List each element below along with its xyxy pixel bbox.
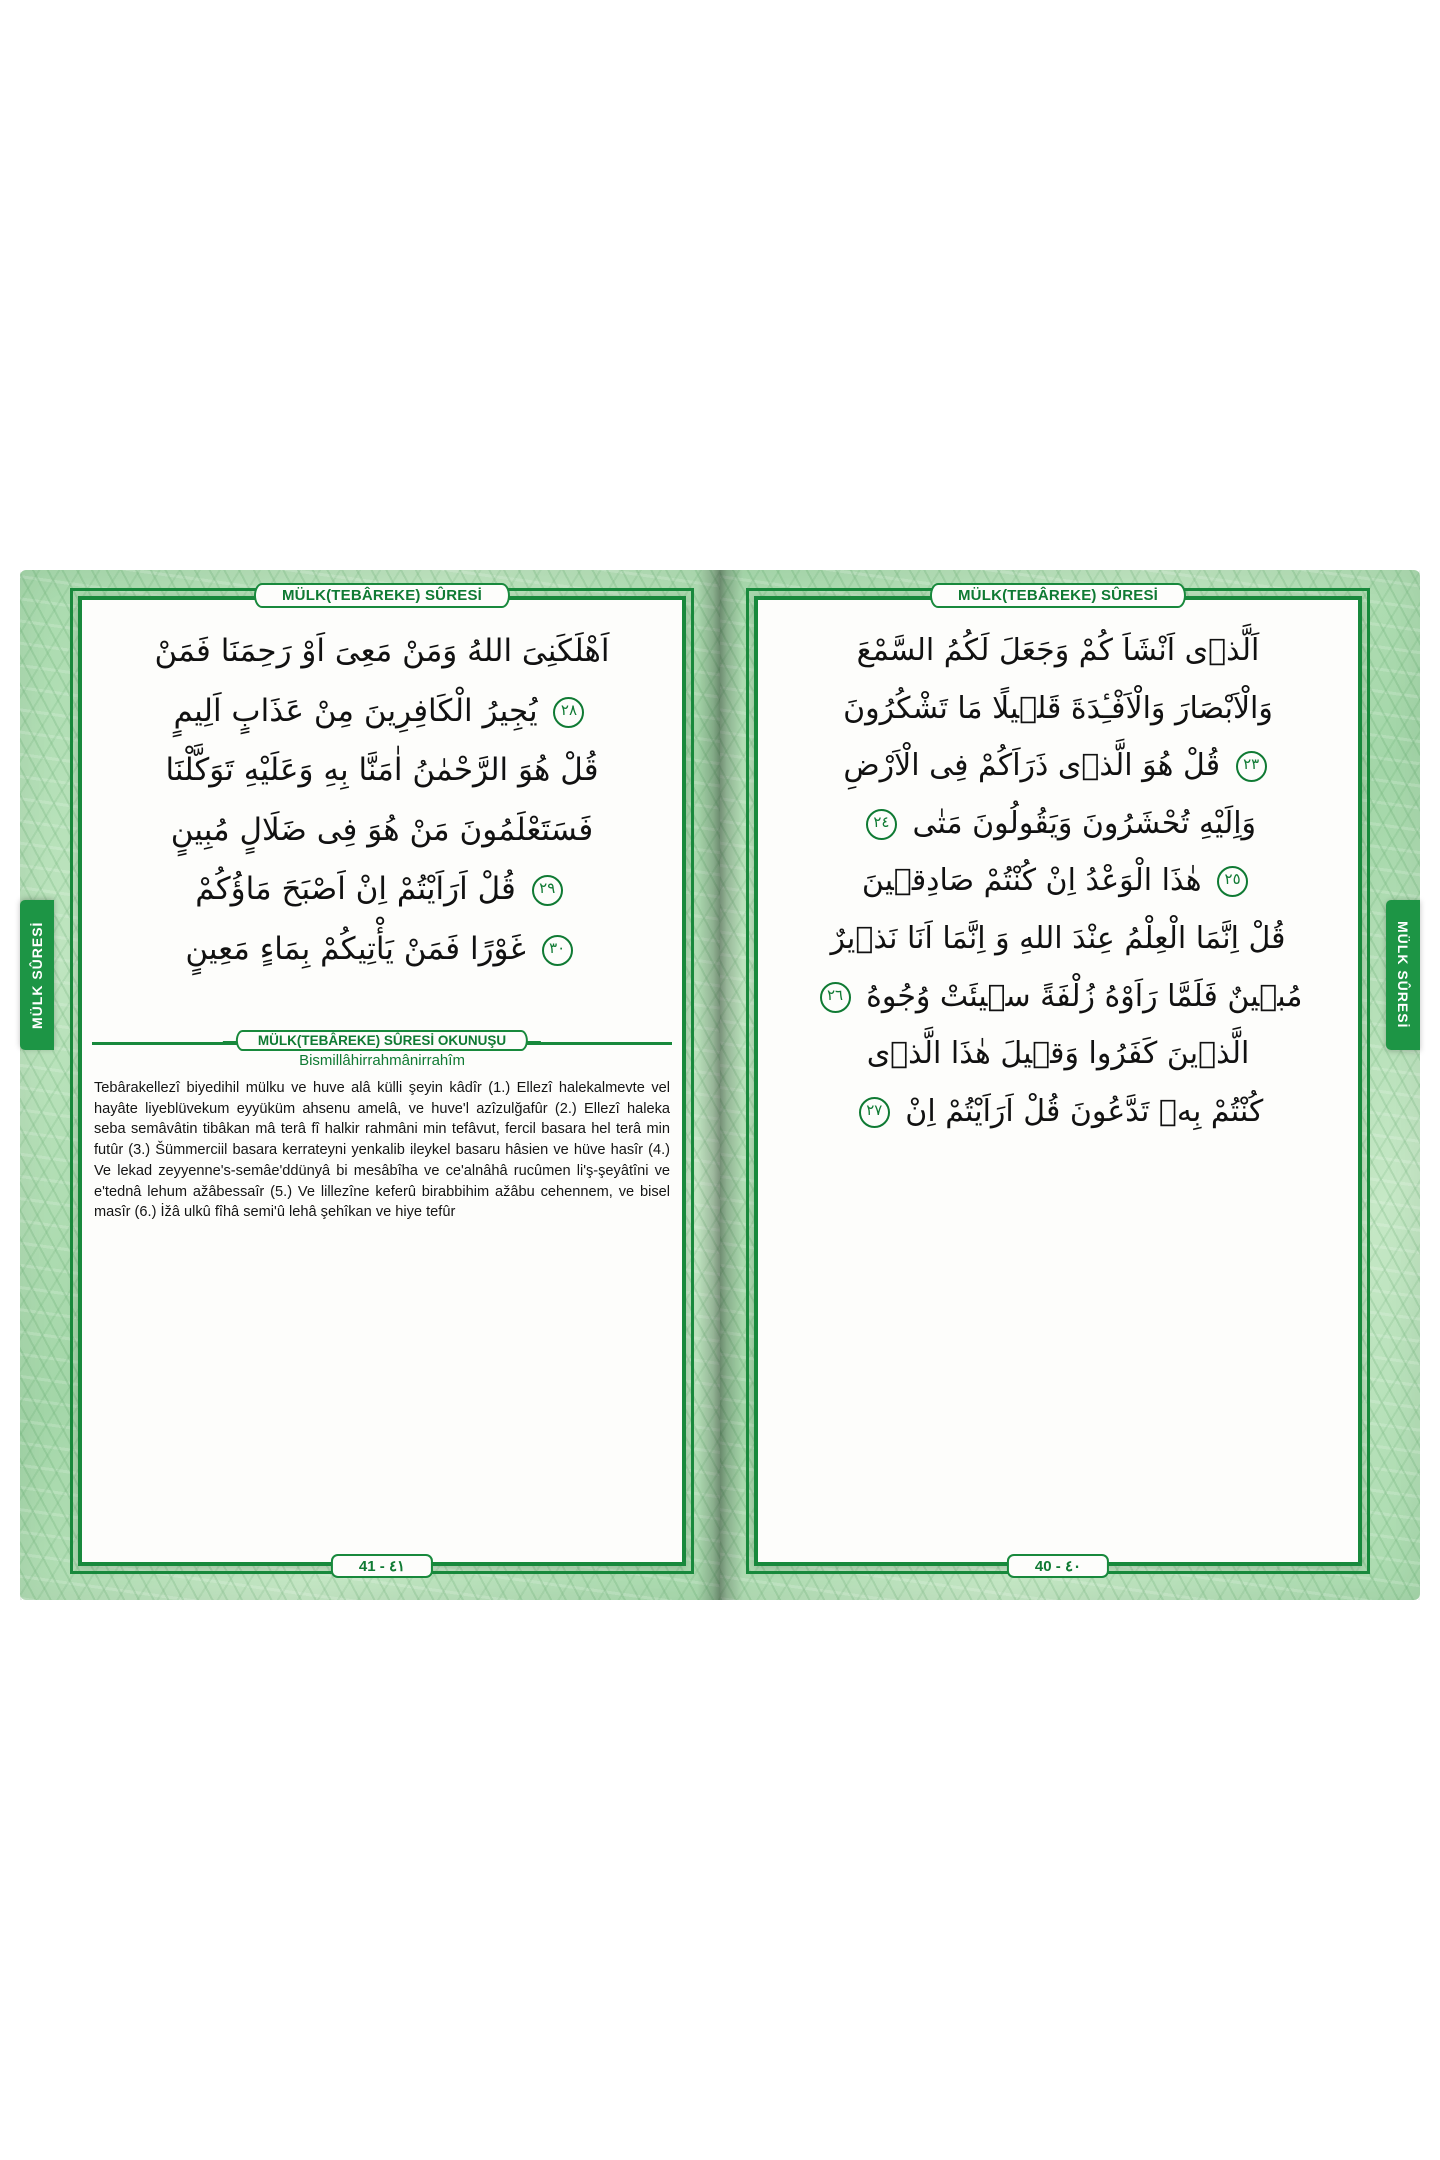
arabic-line-text: وَاِلَيْهِ تُحْشَرُونَ وَيَقُولُونَ مَتٰى (912, 805, 1257, 841)
arabic-line-text: غَوْرًا فَمَنْ يَأْتِيكُمْ بِمَاءٍ مَعِينٍ (185, 930, 526, 967)
arabic-line (772, 680, 1344, 738)
transliteration-header: MÜLK(TEBÂREKE) SÛRESİ OKUNUŞU (236, 1030, 528, 1051)
arabic-line-text: قُلْ هُوَ الرَّحْمٰنُ اٰمَنَّا بِهِ وَعَلَيْهِ تَوَكَّلْنَا (165, 752, 599, 789)
right-page-sura-header: MÜLK(TEBÂREKE) SÛRESİ (930, 583, 1186, 608)
right-page (720, 570, 1420, 1600)
arabic-line (772, 910, 1344, 968)
right-page-arabic-body (772, 622, 1344, 1140)
arabic-line-text: قُلْ هُوَ الَّذٖى ذَرَاَكُمْ فِى الْاَرْضِ (843, 748, 1221, 784)
arabic-line (772, 737, 1344, 795)
left-page (20, 570, 720, 1600)
arabic-line (96, 801, 668, 861)
arabic-line-text: قُلْ اِنَّمَا الْعِلْمُ عِنْدَ اللهِ وَ اِنَّمَا اَنَا نَذٖيرٌ (830, 920, 1286, 956)
side-tab-left (20, 900, 54, 1050)
arabic-line-text: الَّذٖينَ كَفَرُوا وَقٖيلَ هٰذَا الَّذٖى (866, 1036, 1250, 1072)
side-tab-right-label: MÜLK SÛRESİ (1395, 921, 1411, 1029)
side-tab-right (1386, 900, 1420, 1050)
arabic-line (772, 852, 1344, 910)
transliteration-paragraph: Tebârakellezî biyedihil mülku ve huve alâ külli şeyin kâdîr (1.) Ellezî halekalmevte vel hayâte liyeblüvekum eyyüküm ahsenu amelâ, ve huve'l azîzulğafûr (2.) Ellezî haleka seba semâvâtin tibâkan mâ terâ fî halkir rahmâni min tefâvut, fercil basara hel terâ min futûr (3.) Šümmerciil basara kerrateyni yenkalib ileykel basaru hâsien ve hüve hasîr (4.) Ve lekad zeyyenne's-semâe'ddünyâ bi mesâbîha ve ce'alnâhâ rucûmen li'ş-şeyâtîni ve e'tednâ lehum ažâbessaîr (5.) Ve lillezîne keferû birabbihim ažâbu cehennem, ve bisel masîr (6.) İžâ ulkû fîhâ semi'û lehâ şehîkan ve hiye tefûr (94, 1080, 670, 1221)
arabic-line (96, 682, 668, 742)
arabic-line-text: قُلْ اَرَاَيْتُمْ اِنْ اَصْبَحَ مَاؤُكُمْ (195, 871, 516, 908)
ayah-marker: ٢٩ (532, 875, 563, 906)
ayah-marker: ٢٧ (859, 1097, 890, 1128)
arabic-line (772, 1025, 1344, 1083)
arabic-line (96, 920, 668, 980)
arabic-line (772, 1083, 1344, 1141)
arabic-line-text: فَسَتَعْلَمُونَ مَنْ هُوَ فِى ضَلَالٍ مُبِينٍ (170, 811, 594, 848)
arabic-line (772, 622, 1344, 680)
arabic-line-text: اَهْلَكَنِىَ اللهُ وَمَنْ مَعِىَ اَوْ رَحِمَنَا فَمَنْ (154, 633, 610, 669)
right-page-number: 40 - ٤٠ (1007, 1554, 1109, 1578)
left-page-arabic-body (96, 622, 668, 979)
arabic-line (96, 860, 668, 920)
left-page-text-frame (78, 587, 686, 1575)
arabic-line-text: هٰذَا الْوَعْدُ اِنْ كُنْتُمْ صَادِقٖينَ (861, 863, 1202, 899)
arabic-line-text: مُبٖينٌ فَلَمَّا رَاَوْهُ زُلْفَةً سٖيئَتْ وُجُوهُ (866, 978, 1303, 1014)
ayah-marker: ٢٦ (820, 982, 851, 1013)
arabic-line (96, 622, 668, 682)
arabic-line (96, 741, 668, 801)
book-spread-photo (20, 570, 1420, 1600)
arabic-line-text: يُجِيرُ الْكَافِرِينَ مِنْ عَذَابٍ اَلِيمٍ (173, 692, 538, 729)
ayah-marker: ٢٨ (553, 697, 584, 728)
arabic-line (772, 795, 1344, 853)
ayah-marker: ٢٣ (1236, 751, 1267, 782)
open-book (20, 570, 1420, 1600)
left-page-number: 41 - ٤١ (331, 1554, 433, 1578)
basmala-line: Bismillâhirrahmânirrahîm (299, 1052, 465, 1069)
ayah-marker: ٣٠ (542, 935, 573, 966)
arabic-line (772, 968, 1344, 1026)
ayah-marker: ٢٤ (866, 809, 897, 840)
side-tab-left-label: MÜLK SÛRESİ (29, 921, 45, 1029)
arabic-line-text: اَلَّذٖى اَنْشَاَ كُمْ وَجَعَلَ لَكُمُ السَّمْعَ (856, 633, 1260, 668)
arabic-line-text: وَالْاَبْصَارَ وَالْاَفْـِٔدَةَ قَلٖيلًا مَا تَشْكُرُونَ (843, 690, 1273, 726)
right-page-text-frame (754, 587, 1362, 1575)
ayah-marker: ٢٥ (1217, 866, 1248, 897)
left-page-sura-header: MÜLK(TEBÂREKE) SÛRESİ (254, 583, 510, 608)
arabic-line-text: كُنْتُمْ بِهٖ تَدَّعُونَ قُلْ اَرَاَيْتُمْ اِنْ (905, 1093, 1264, 1129)
